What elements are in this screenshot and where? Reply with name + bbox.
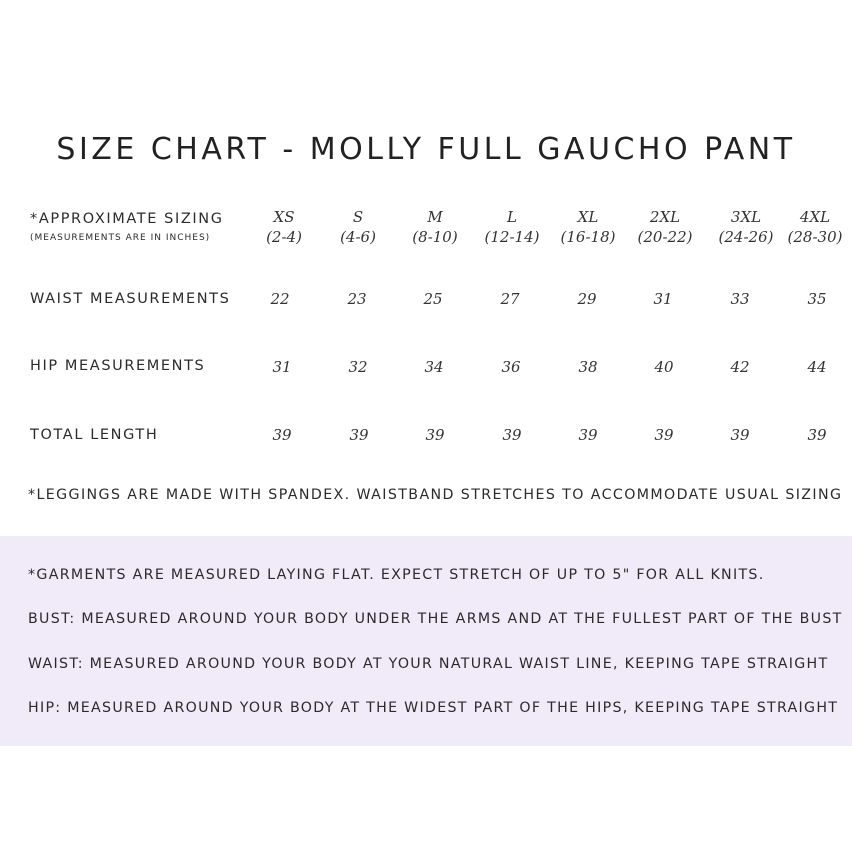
table-cell: 38 xyxy=(578,358,598,376)
size-name: XL xyxy=(577,208,599,226)
size-range: (8-10) xyxy=(412,228,458,246)
guide-line-hip: HIP: MEASURED AROUND YOUR BODY AT THE WIDEST PART OF THE HIPS, KEEPING TAPE STRAIGHT xyxy=(28,700,839,716)
size-name: XS xyxy=(273,208,295,226)
measuring-guide-panel xyxy=(0,536,852,746)
table-cell: 25 xyxy=(423,290,443,308)
row-label: TOTAL LENGTH xyxy=(30,427,159,443)
size-name: L xyxy=(507,208,517,226)
leggings-note: *LEGGINGS ARE MADE WITH SPANDEX. WAISTBAND STRETCHES TO ACCOMMODATE USUAL SIZING xyxy=(28,487,843,503)
size-range: (2-4) xyxy=(266,228,302,246)
size-header xyxy=(711,207,781,247)
page-title: SIZE CHART - MOLLY FULL GAUCHO PANT xyxy=(56,132,796,167)
size-name: M xyxy=(427,208,443,226)
table-cell: 44 xyxy=(807,358,827,376)
table-cell: 39 xyxy=(807,426,827,444)
table-cell: 42 xyxy=(730,358,750,376)
table-cell: 39 xyxy=(578,426,598,444)
table-cell: 31 xyxy=(653,290,673,308)
row-label: HIP MEASUREMENTS xyxy=(30,358,206,374)
approx-sizing-label: *APPROXIMATE SIZING xyxy=(30,211,224,227)
row-label: WAIST MEASUREMENTS xyxy=(30,291,231,307)
table-cell: 39 xyxy=(425,426,445,444)
measurement-unit-note: (MEASUREMENTS ARE IN INCHES) xyxy=(30,233,211,243)
table-cell: 33 xyxy=(730,290,750,308)
guide-line-waist: WAIST: MEASURED AROUND YOUR BODY AT YOUR NATURAL WAIST LINE, KEEPING TAPE STRAIGHT xyxy=(28,656,829,672)
table-cell: 40 xyxy=(654,358,674,376)
table-cell: 39 xyxy=(349,426,369,444)
size-header xyxy=(323,207,393,247)
size-header xyxy=(249,207,319,247)
size-range: (20-22) xyxy=(637,228,693,246)
size-name: S xyxy=(352,208,364,226)
size-name: 4XL xyxy=(799,208,831,226)
table-cell: 35 xyxy=(807,290,827,308)
guide-line-garments: *GARMENTS ARE MEASURED LAYING FLAT. EXPECT STRETCH OF UP TO 5" FOR ALL KNITS. xyxy=(28,567,765,583)
size-range: (24-26) xyxy=(718,228,774,246)
size-range: (12-14) xyxy=(484,228,540,246)
table-cell: 39 xyxy=(730,426,750,444)
size-header xyxy=(400,207,470,247)
table-cell: 27 xyxy=(500,290,520,308)
table-cell: 22 xyxy=(270,290,290,308)
table-cell: 39 xyxy=(654,426,674,444)
size-header xyxy=(477,207,547,247)
table-cell: 32 xyxy=(348,358,368,376)
size-header xyxy=(780,207,850,247)
table-cell: 29 xyxy=(577,290,597,308)
size-header xyxy=(553,207,623,247)
table-cell: 34 xyxy=(424,358,444,376)
table-cell: 39 xyxy=(502,426,522,444)
table-cell: 36 xyxy=(501,358,521,376)
size-header xyxy=(630,207,700,247)
guide-line-bust: BUST: MEASURED AROUND YOUR BODY UNDER THE ARMS AND AT THE FULLEST PART OF THE BUST xyxy=(28,611,843,627)
size-range: (4-6) xyxy=(340,228,376,246)
size-name: 2XL xyxy=(649,208,681,226)
table-cell: 23 xyxy=(347,290,367,308)
size-name: 3XL xyxy=(730,208,762,226)
size-range: (28-30) xyxy=(787,228,843,246)
size-range: (16-18) xyxy=(560,228,616,246)
table-cell: 31 xyxy=(272,358,292,376)
table-cell: 39 xyxy=(272,426,292,444)
